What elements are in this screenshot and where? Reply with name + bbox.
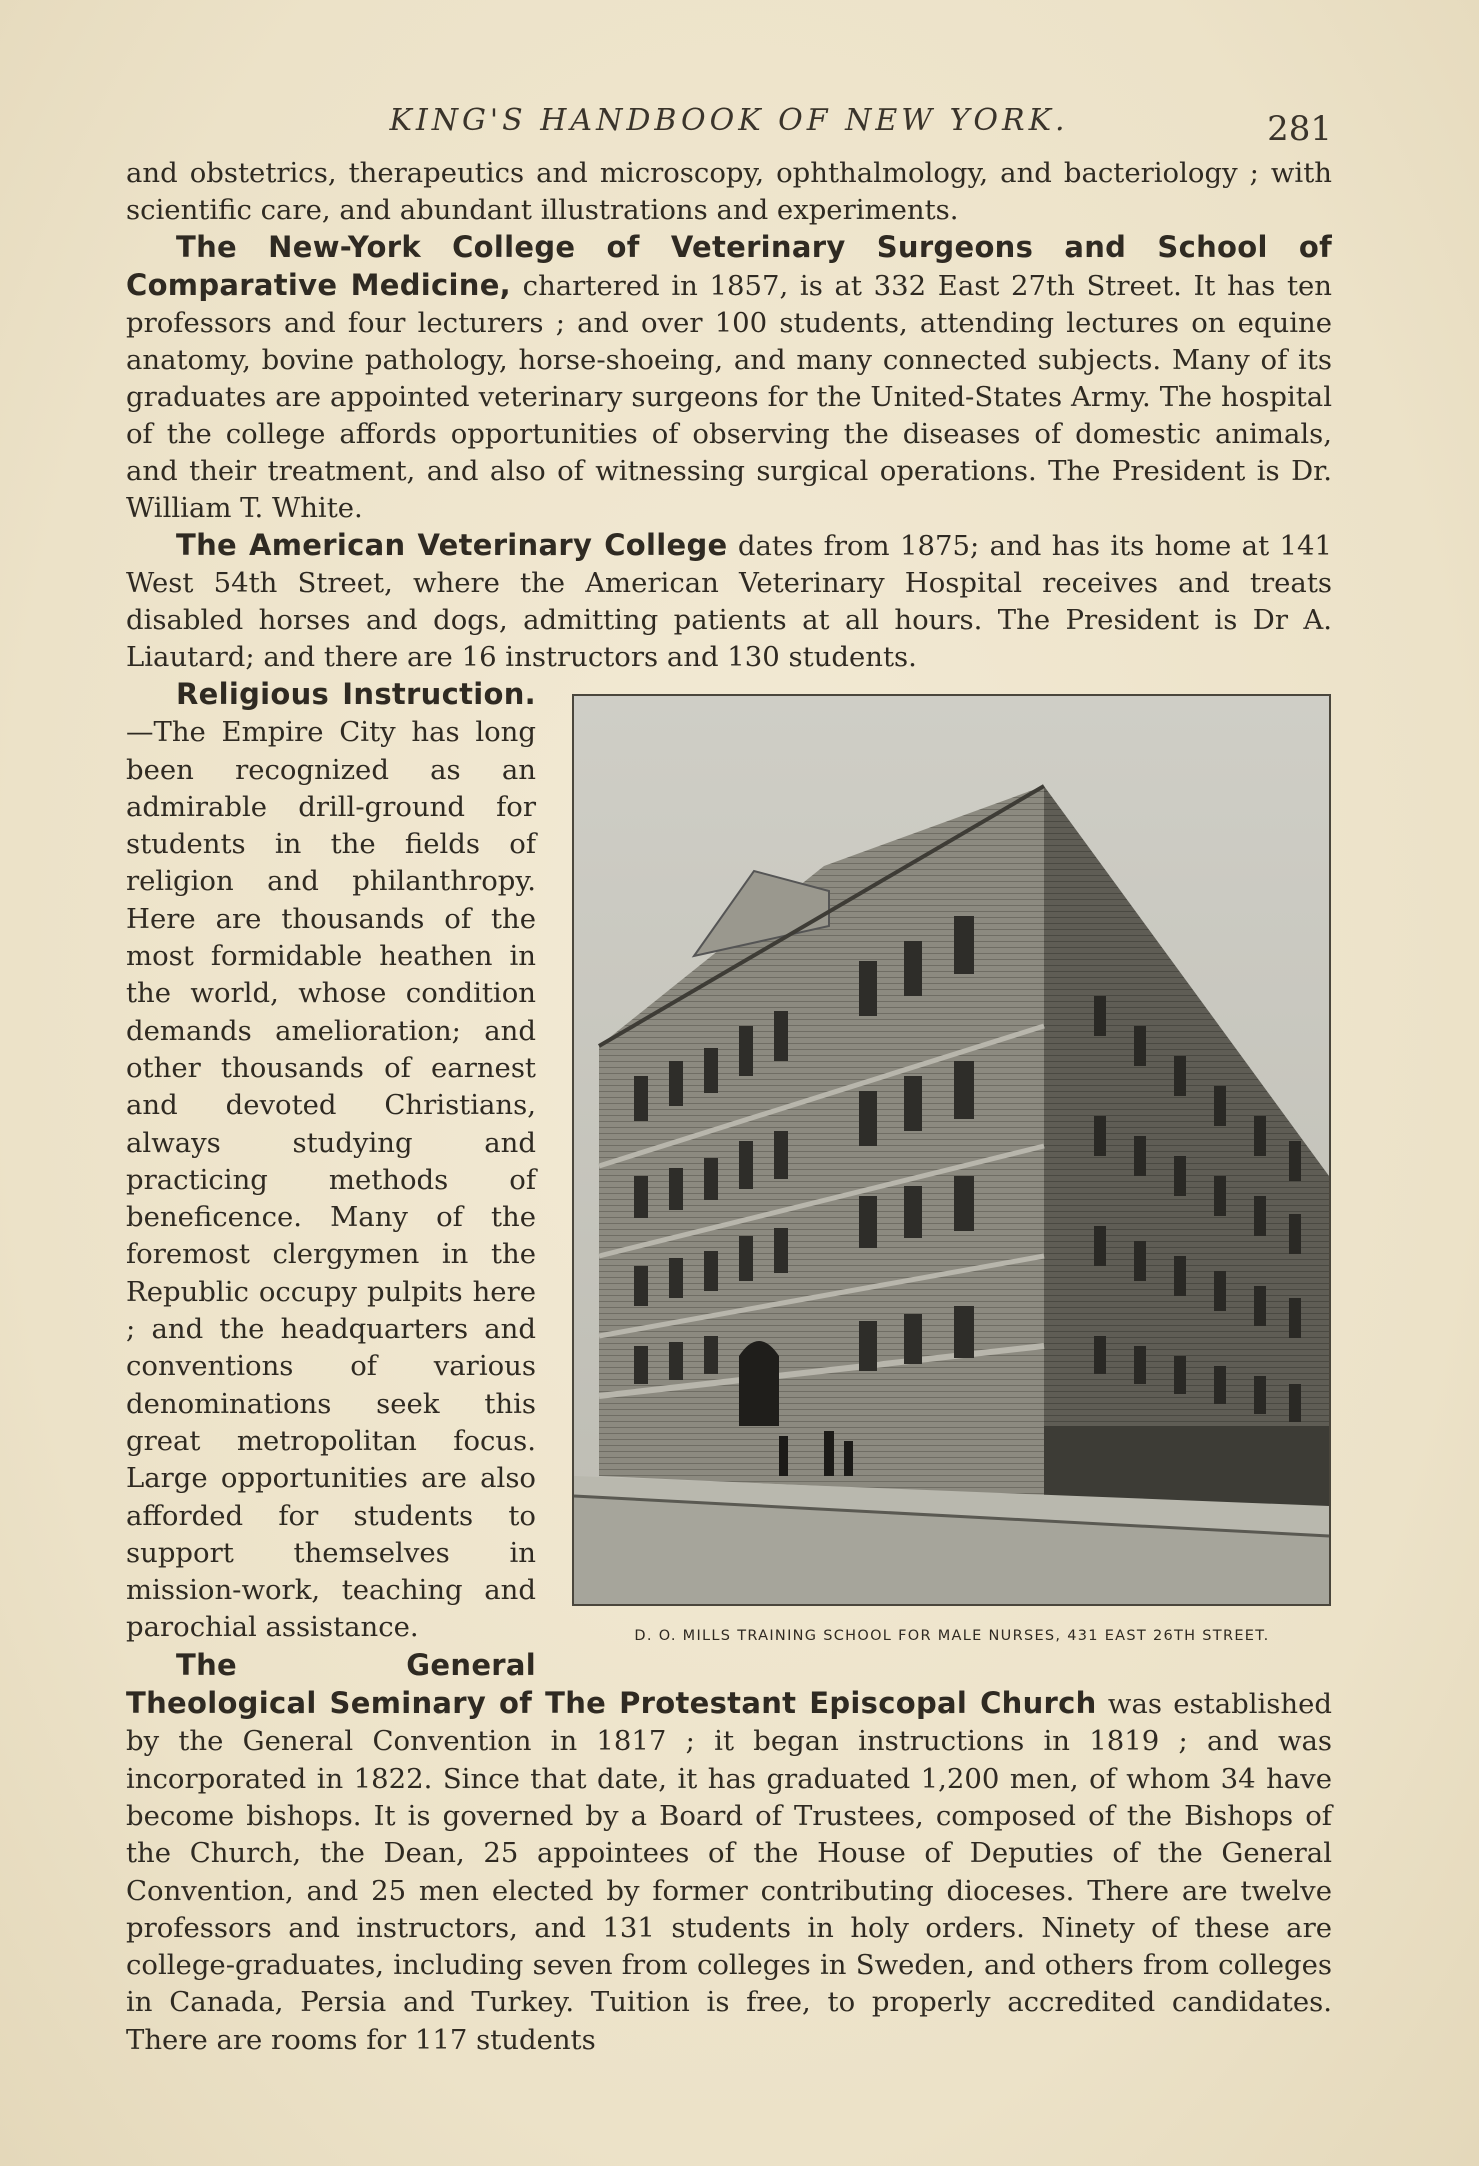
- book-page: [126, 95, 1332, 2059]
- wrapped-text-block: [126, 676, 1332, 2059]
- section-heading: The American Veterinary College: [176, 528, 728, 562]
- body-text: [126, 155, 1332, 2059]
- paragraph-text: dates from 1875; and has its home at 141 West 54th Street, where the American Veterinary Hospital receives and treats disabled horses and dogs, admitting patients at all hours. The President is Dr A. Liautard; and there are 16 instructors and 130 students.: [126, 530, 1332, 673]
- figure: [572, 694, 1332, 1655]
- paragraph-text: —The Empire City has long been recognized as an admirable drill-ground for students in the fields of religion and philanthropy. Here are thousands of the most formidable heathen in the world, whose condition demands amelioration; and other thousands of earnest and devoted Christians, always studying and practicing methods of beneficence. Many of the foremost clergymen in the Republic occupy pulpits here ; and the headquarters and conventions of various denominations seek this great metropolitan focus. Large opportunities are also afforded for students to support themselves in mission-work, teaching and parochial assistance.: [126, 716, 536, 1644]
- section-heading: The New-York College of Veterinary Surgeons and School of Comparative Medicine,: [126, 230, 1332, 302]
- paragraph-text: and obstetrics, therapeutics and microscopy, ophthalmology, and bacteriology ; with scientific care, and abundant illustrations and experiments.: [126, 157, 1332, 226]
- page-number: 281: [1267, 109, 1332, 149]
- building-photo: [572, 694, 1331, 1606]
- paragraph-text: was established by the General Convention in 1817 ; it began instructions in 1819 ; and was incorporated in 1822. Since that date, it has graduated 1,200 men, of whom 34 have become bishops. It is governed by a Board of Trustees, composed of the Bishops of the Church, the Dean, 25 appointees of the House of Deputies of the General Convention, and 25 men elected by former contributing dioceses. There are twelve professors and instructors, and 131 students in holy orders. Ninety of these are college-graduates, including seven from colleges in Sweden, and others from colleges in Canada, Persia and Turkey. Tuition is free, to properly accredited candidates. There are rooms for 117 students: [126, 1688, 1332, 2056]
- paragraph-text: chartered in 1857, is at 332 East 27th Street. It has ten professors and four lecturers ; and over 100 students, attending lectures on equine anatomy, bovine pathology, horse-shoeing, and many connected subjects. Many of its graduates are appointed veterinary surgeons for the United-States Army. The hospital of the college affords opportunities of observing the diseases of domestic animals, and their treatment, and also of witnessing surgical operations. The President is Dr. William T. White.: [126, 270, 1332, 524]
- section-heading: The General Theological Seminary of The Protestant Episcopal Church: [126, 1647, 1097, 1721]
- section-heading: Religious Instruction.: [176, 677, 536, 711]
- figure-caption: D. O. MILLS TRAINING SCHOOL FOR MALE NURSES, 431 EAST 26TH STREET.: [634, 1628, 1270, 1644]
- paragraph-american-veterinary: [126, 527, 1332, 676]
- running-title: KING'S HANDBOOK OF NEW YORK.: [389, 103, 1069, 138]
- paragraph-theological-seminary: [126, 1647, 1332, 2059]
- paragraph-veterinary-surgeons: [126, 229, 1332, 527]
- paragraph-continuation: [126, 155, 1332, 229]
- page-header: [126, 95, 1332, 155]
